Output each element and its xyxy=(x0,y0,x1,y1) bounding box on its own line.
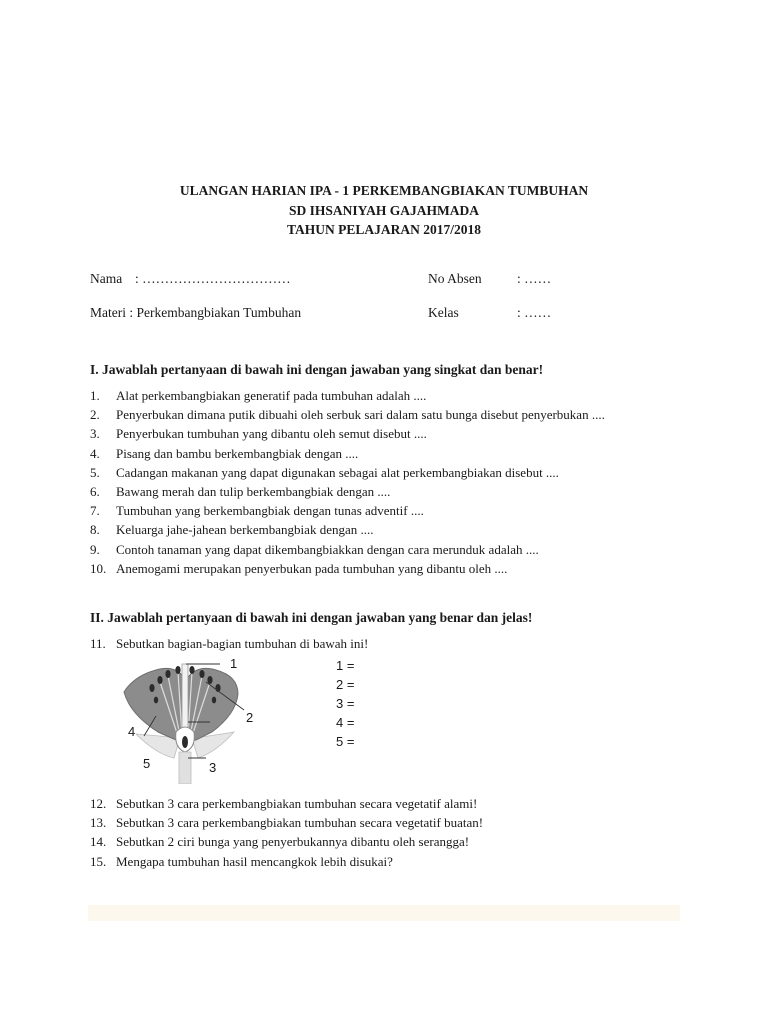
question-item xyxy=(90,424,605,443)
header-year: TAHUN PELAJARAN 2017/2018 xyxy=(286,222,481,237)
nama-label: Nama xyxy=(90,271,123,286)
question-text: Bawang merah dan tulip berkembangbiak dengan .... xyxy=(116,483,391,499)
question-text: Cadangan makanan yang dapat digunakan sebagai alat perkembangbiakan disebut .... xyxy=(116,464,559,480)
answer-line: 5 = xyxy=(336,734,355,749)
footer-band xyxy=(88,905,680,921)
question-item xyxy=(90,634,368,653)
answer-line: 1 = xyxy=(336,658,355,673)
question-number: 3. xyxy=(90,426,100,442)
question-item xyxy=(90,540,605,559)
question-text: Sebutkan 3 cara perkembangbiakan tumbuhan secara vegetatif buatan! xyxy=(116,815,484,831)
question-number: 11. xyxy=(90,636,106,651)
question-text: Contoh tanaman yang dapat dikembangbiakkan dengan cara merunduk adalah .... xyxy=(116,541,539,557)
question-item xyxy=(90,444,605,463)
question-text: Sebutkan 2 ciri bunga yang penyerbukannya dibantu oleh serangga! xyxy=(116,834,470,850)
diagram-label-4: 4 xyxy=(128,724,136,739)
section2-title: II. Jawablah pertanyaan di bawah ini dengan jawaban yang benar dan jelas! xyxy=(90,610,533,625)
diagram-label-2: 2 xyxy=(246,710,254,725)
absen-label: No Absen xyxy=(428,271,482,286)
question-text: Keluarga jahe-jahean berkembangbiak dengan .... xyxy=(116,522,374,538)
question-item xyxy=(90,559,605,578)
question-item xyxy=(90,386,605,405)
question-item xyxy=(90,852,483,871)
ovule xyxy=(182,736,188,748)
question-text: Anemogami merupakan penyerbukan pada tumbuhan yang dibantu oleh .... xyxy=(116,560,508,576)
question-text: Tumbuhan yang berkembangbiak dengan tunas adventif .... xyxy=(116,503,424,519)
flower-stalk xyxy=(179,752,191,784)
header-title: ULANGAN HARIAN IPA - 1 PERKEMBANGBIAKAN TUMBUHAN xyxy=(179,183,589,198)
question-number: 12. xyxy=(90,796,107,811)
answer-line: 4 = xyxy=(336,715,355,730)
nama-value: : …………………………… xyxy=(135,271,291,286)
kelas-label: Kelas xyxy=(428,305,459,320)
question-text: Sebutkan bagian-bagian tumbuhan di bawah ini! xyxy=(116,636,369,651)
diagram-label-3: 3 xyxy=(209,760,217,775)
diagram-label-5: 5 xyxy=(143,756,151,771)
question-item xyxy=(90,520,605,539)
question-text: Penyerbukan dimana putik dibuahi oleh serbuk sari dalam satu bunga disebut penyerbukan .... xyxy=(116,407,605,423)
question-text: Alat perkembangbiakan generatif pada tumbuhan adalah .... xyxy=(116,388,427,403)
document-header xyxy=(0,181,768,240)
question-number: 1. xyxy=(90,388,100,403)
question-number: 6. xyxy=(90,483,100,499)
question-number: 8. xyxy=(90,522,100,538)
question-item xyxy=(90,463,605,482)
question-number: 5. xyxy=(90,464,100,480)
question-text: Pisang dan bambu berkembangbiak dengan .... xyxy=(116,445,359,461)
question-number: 9. xyxy=(90,541,100,557)
pistil-style xyxy=(182,664,188,732)
question-text: Sebutkan 3 cara perkembangbiakan tumbuhan secara vegetatif alami! xyxy=(116,796,478,811)
question-number: 10. xyxy=(90,560,107,576)
question-number: 7. xyxy=(90,503,100,519)
section1-title: I. Jawablah pertanyaan di bawah ini dengan jawaban yang singkat dan benar! xyxy=(90,362,544,377)
question-item xyxy=(90,482,605,501)
question-text: Penyerbukan tumbuhan yang dibantu oleh semut disebut .... xyxy=(116,426,427,442)
question-item xyxy=(90,832,483,851)
question-item xyxy=(90,794,483,813)
question-number: 14. xyxy=(90,834,107,850)
materi-text: Materi : Perkembangbiakan Tumbuhan xyxy=(90,305,302,320)
diagram-label-1: 1 xyxy=(230,656,238,671)
question-text: Mengapa tumbuhan hasil mencangkok lebih disukai? xyxy=(116,853,393,869)
kelas-value: : …… xyxy=(517,305,552,320)
absen-value: : …… xyxy=(517,271,552,286)
section2-question-list xyxy=(90,794,483,871)
question-item xyxy=(90,405,605,424)
question-number: 4. xyxy=(90,445,100,461)
header-school: SD IHSANIYAH GAJAHMADA xyxy=(288,202,480,218)
question-item xyxy=(90,813,483,832)
question-number: 13. xyxy=(90,815,107,831)
question-number: 2. xyxy=(90,407,100,423)
answer-line: 2 = xyxy=(336,677,355,692)
question-item xyxy=(90,501,605,520)
question-number: 15. xyxy=(90,853,107,869)
answer-line: 3 = xyxy=(336,696,355,711)
answer-lines xyxy=(336,656,354,751)
question-11 xyxy=(90,634,368,653)
section1-question-list xyxy=(90,386,605,578)
